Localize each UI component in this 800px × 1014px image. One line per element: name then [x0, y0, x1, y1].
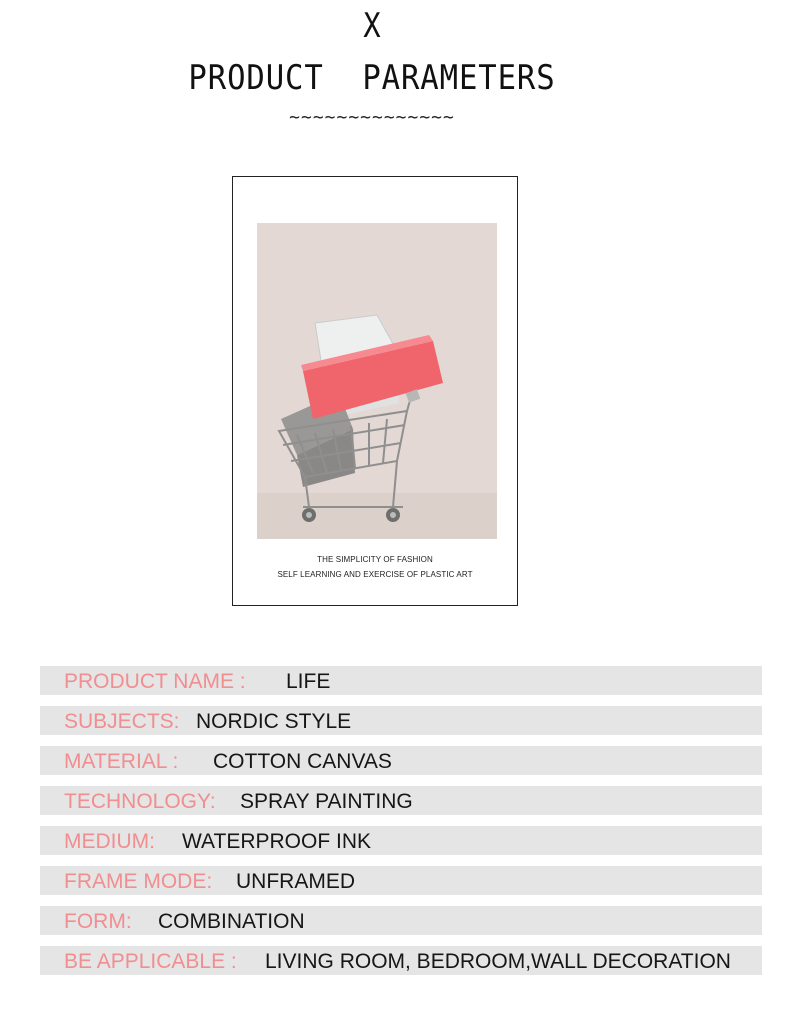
- param-label: BE APPLICABLE :: [64, 950, 237, 973]
- param-label: TECHNOLOGY:: [64, 790, 216, 813]
- param-row-technology: [40, 786, 762, 815]
- param-value: SPRAY PAINTING: [240, 790, 413, 813]
- param-label: FORM:: [64, 910, 132, 933]
- param-label: MEDIUM:: [64, 830, 155, 853]
- poster-caption-2: SELF LEARNING AND EXERCISE OF PLASTIC ART: [277, 570, 473, 579]
- param-row-material: [40, 746, 762, 775]
- param-value: COTTON CANVAS: [213, 750, 392, 773]
- param-value: LIFE: [286, 670, 331, 693]
- poster-frame: [232, 176, 518, 606]
- param-value: LIVING ROOM, BEDROOM,WALL DECORATION: [265, 950, 731, 973]
- param-row-product-name: [40, 666, 762, 695]
- param-row-medium: [40, 826, 762, 855]
- param-value: COMBINATION: [158, 910, 305, 933]
- param-row-form: [40, 906, 762, 935]
- param-value: UNFRAMED: [236, 870, 355, 893]
- page-title: PRODUCT PARAMETERS: [188, 58, 556, 98]
- param-row-be-applicable: [40, 946, 762, 975]
- param-row-subjects: [40, 706, 762, 735]
- param-label: FRAME MODE:: [64, 870, 213, 893]
- poster-photo: [257, 223, 497, 539]
- poster-caption-1: THE SIMPLICITY OF FASHION: [317, 555, 433, 564]
- param-label: SUBJECTS:: [64, 710, 180, 733]
- param-row-frame-mode: [40, 866, 762, 895]
- param-value: WATERPROOF INK: [182, 830, 371, 853]
- shopping-cart-illustration: [257, 223, 497, 539]
- close-mark: X: [363, 6, 381, 46]
- param-value: NORDIC STYLE: [196, 710, 352, 733]
- param-label: MATERIAL :: [64, 750, 179, 773]
- param-label: PRODUCT NAME :: [64, 670, 246, 693]
- title-divider: ~~~~~~~~~~~~~~: [289, 107, 455, 128]
